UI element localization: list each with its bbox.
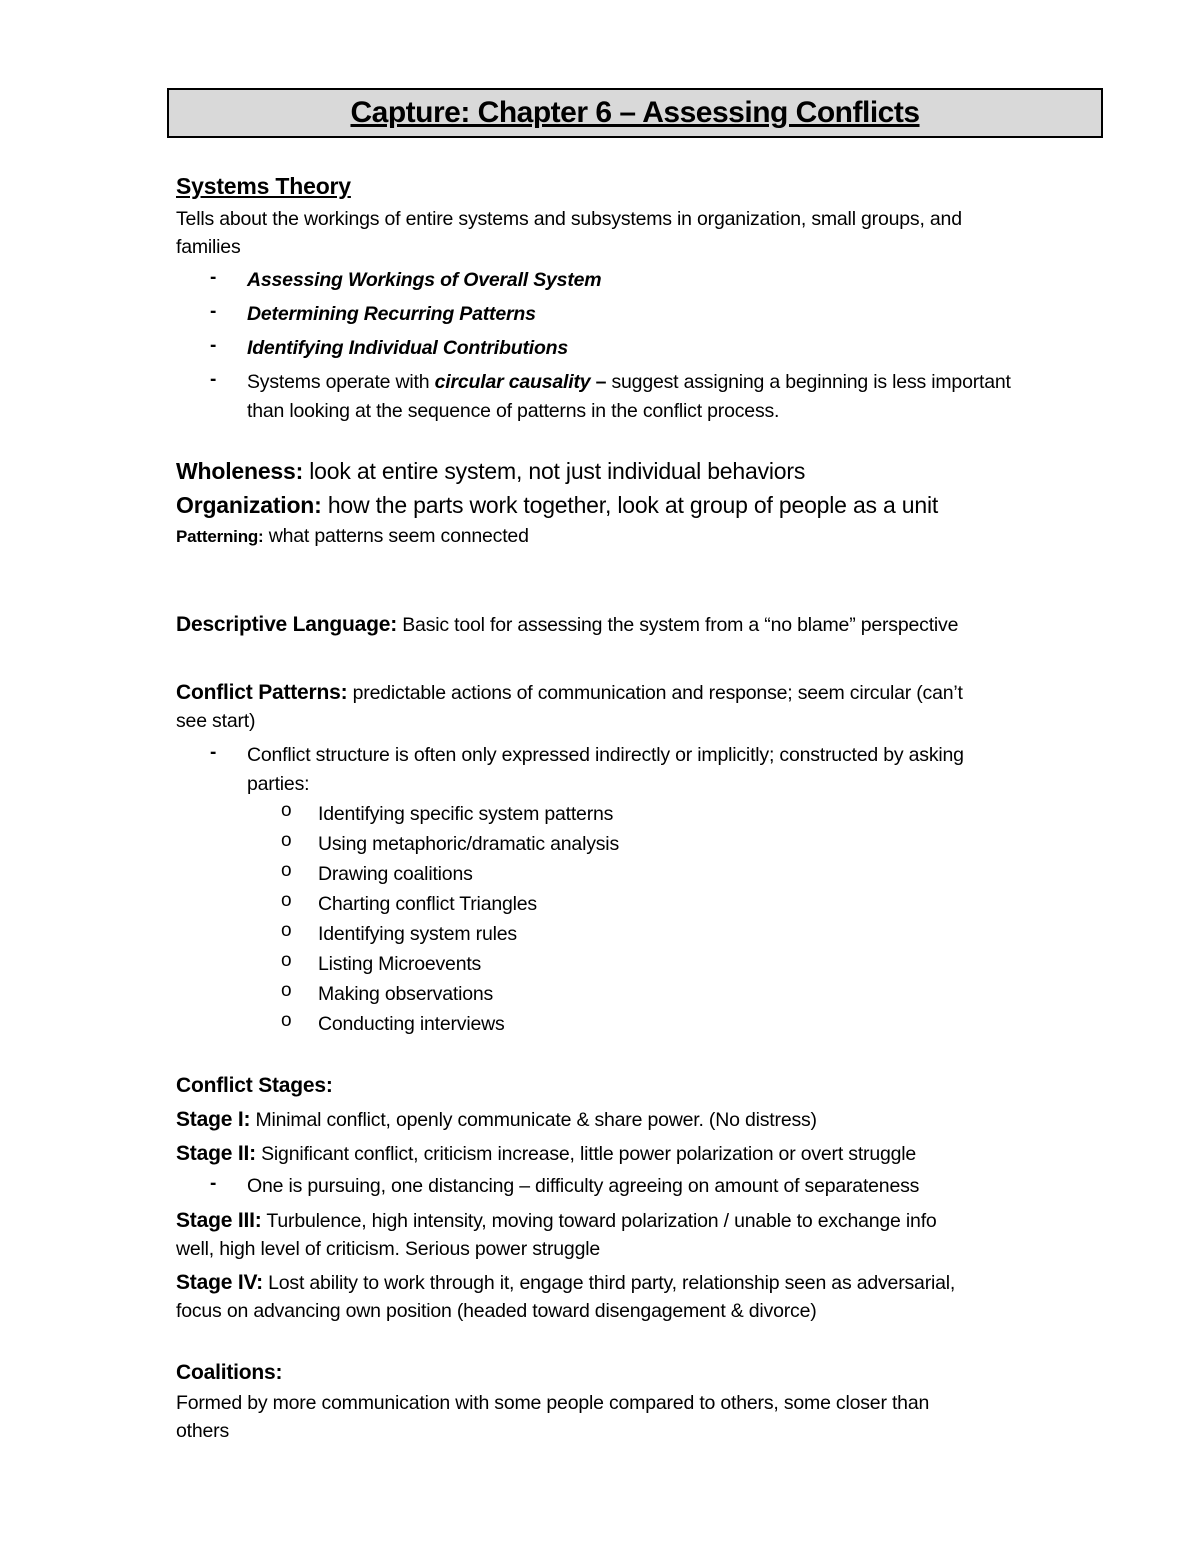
list-item: Drawing coalitions xyxy=(318,863,473,885)
causality-dash: – xyxy=(590,371,607,393)
stage-4-label: Stage IV: xyxy=(176,1271,263,1294)
page-title: Capture: Chapter 6 – Assessing Conflicts xyxy=(350,96,920,129)
organization-text: how the parts work together, look at group of people as a unit xyxy=(321,492,939,518)
systems-theory-heading: Systems Theory xyxy=(176,173,351,199)
list-item: Charting conflict Triangles xyxy=(318,893,537,915)
patterning-line xyxy=(176,522,529,551)
dash-bullet: - xyxy=(210,335,217,356)
list-item: Identifying specific system patterns xyxy=(318,803,614,825)
conflict-patterns-label: Conflict Patterns: xyxy=(176,681,348,704)
stage-1-text: Minimal conflict, openly communicate & share power. (No distress) xyxy=(250,1109,817,1131)
conflict-patterns-line2: see start) xyxy=(176,710,256,732)
stage-4-text: Lost ability to work through it, engage third party, relationship seen as adversarial, xyxy=(262,1272,956,1294)
wholeness-label: Wholeness: xyxy=(176,458,304,484)
bullet-item: Determining Recurring Patterns xyxy=(247,303,536,325)
causality-post: suggest assigning a beginning is less important xyxy=(606,371,1011,393)
stage-2-line xyxy=(176,1139,916,1169)
bullet-item: Assessing Workings of Overall System xyxy=(247,269,602,291)
conflict-sub-line1: Conflict structure is often only expressed indirectly or implicitly; constructed by asking xyxy=(247,744,964,766)
coalitions-line1: Formed by more communication with some people compared to others, some closer than xyxy=(176,1392,930,1414)
stage-3-line xyxy=(176,1206,937,1236)
dash-bullet: - xyxy=(210,1173,217,1194)
circle-bullet: o xyxy=(281,980,292,1001)
dash-bullet: - xyxy=(210,267,217,288)
circle-bullet: o xyxy=(281,830,292,851)
circle-bullet: o xyxy=(281,890,292,911)
systems-theory-intro-line1: Tells about the workings of entire systems and subsystems in organization, small groups, and xyxy=(176,208,962,230)
causality-line2: than looking at the sequence of patterns in the conflict process. xyxy=(247,400,780,422)
stage-3-text: Turbulence, high intensity, moving toward polarization / unable to exchange info xyxy=(261,1210,937,1232)
stage-4-line2: focus on advancing own position (headed toward disengagement & divorce) xyxy=(176,1300,817,1322)
stage-1-label: Stage I: xyxy=(176,1108,251,1131)
conflict-stages-heading: Conflict Stages: xyxy=(176,1074,333,1097)
list-item: Using metaphoric/dramatic analysis xyxy=(318,833,619,855)
patterning-text: what patterns seem connected xyxy=(263,525,529,547)
wholeness-line xyxy=(176,456,805,486)
stage-2-text: Significant conflict, criticism increase, little power polarization or overt struggle xyxy=(255,1143,917,1165)
causality-line xyxy=(247,368,1011,397)
systems-theory-intro-line2: families xyxy=(176,236,241,258)
stage-2-sub: One is pursuing, one distancing – difficulty agreeing on amount of separateness xyxy=(247,1175,920,1197)
list-item: Conducting interviews xyxy=(318,1013,505,1035)
organization-line xyxy=(176,490,938,520)
title-box xyxy=(167,88,1103,138)
causality-pre: Systems operate with xyxy=(247,371,435,393)
stage-3-label: Stage III: xyxy=(176,1209,262,1232)
patterning-label: Patterning: xyxy=(176,527,264,546)
circle-bullet: o xyxy=(281,1010,292,1031)
dash-bullet: - xyxy=(210,742,217,763)
circle-bullet: o xyxy=(281,800,292,821)
stage-3-line2: well, high level of criticism. Serious power struggle xyxy=(176,1238,600,1260)
descriptive-label: Descriptive Language: xyxy=(176,613,398,636)
coalitions-line2: others xyxy=(176,1420,229,1442)
conflict-sub-line2: parties: xyxy=(247,773,310,795)
circle-bullet: o xyxy=(281,950,292,971)
stage-4-line xyxy=(176,1268,955,1298)
list-item: Listing Microevents xyxy=(318,953,482,975)
conflict-patterns-line xyxy=(176,678,963,708)
descriptive-line xyxy=(176,610,958,640)
circle-bullet: o xyxy=(281,860,292,881)
organization-label: Organization: xyxy=(176,492,322,518)
stage-1-line xyxy=(176,1105,817,1135)
conflict-patterns-text: predictable actions of communication and response; seem circular (can’t xyxy=(347,682,963,704)
bullet-item: Identifying Individual Contributions xyxy=(247,337,569,359)
list-item: Making observations xyxy=(318,983,494,1005)
descriptive-text: Basic tool for assessing the system from a “no blame” perspective xyxy=(397,614,959,636)
dash-bullet: - xyxy=(210,369,217,390)
stage-2-label: Stage II: xyxy=(176,1142,256,1165)
causality-term: circular causality xyxy=(434,371,591,393)
dash-bullet: - xyxy=(210,301,217,322)
wholeness-text: look at entire system, not just individual behaviors xyxy=(303,458,806,484)
list-item: Identifying system rules xyxy=(318,923,517,945)
coalitions-heading: Coalitions: xyxy=(176,1361,283,1384)
circle-bullet: o xyxy=(281,920,292,941)
